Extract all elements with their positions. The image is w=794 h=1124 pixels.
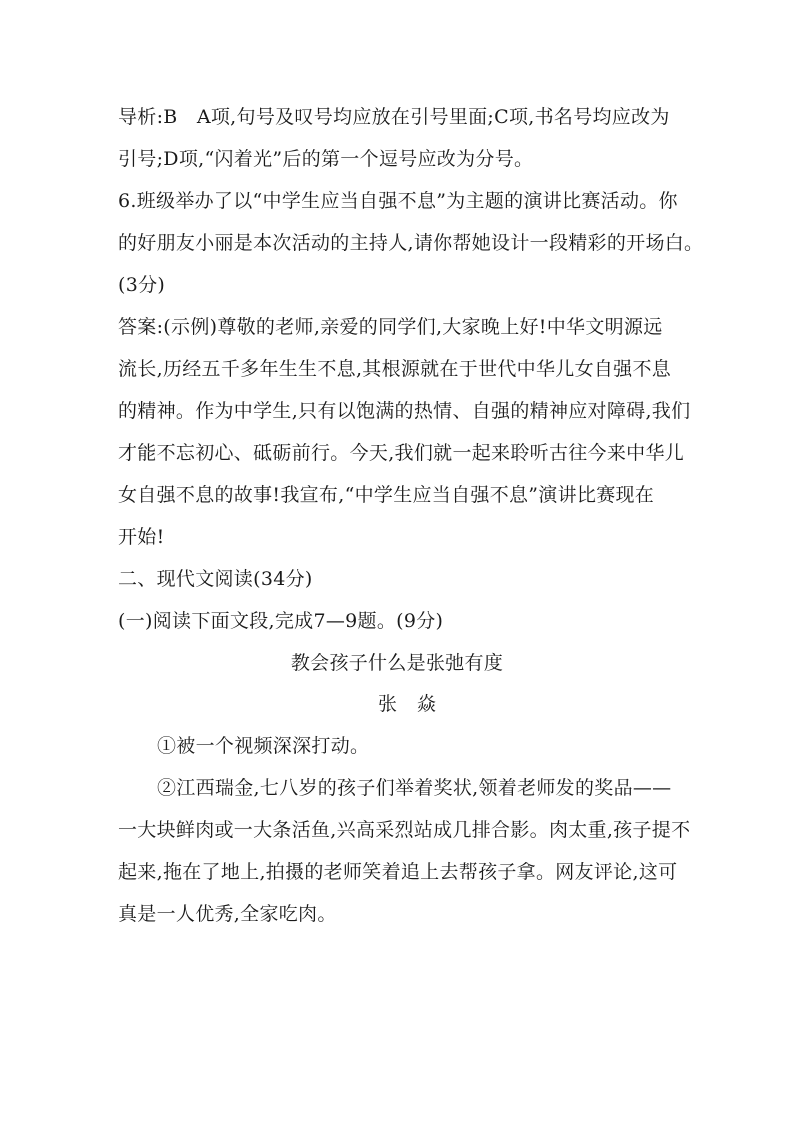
paragraph-2-line-4: 真是一人优秀,全家吃肉。 <box>118 903 337 925</box>
answer-line-1: 答案:(示例)尊敬的老师,亲爱的同学们,大家晚上好!中华文明源远 <box>118 316 663 338</box>
analysis-line-1: 导析:B A项,句号及叹号均应放在引号里面;C项,书名号均应改为 <box>118 106 670 128</box>
answer-line-3: 的精神。作为中学生,只有以饱满的热情、自强的精神应对障碍,我们 <box>118 400 691 422</box>
article-title: 教会孩子什么是张弛有度 <box>290 652 504 674</box>
article-author: 张焱 <box>377 693 456 715</box>
analysis-line-2: 引号;D项,“闪着光”后的第一个逗号应改为分号。 <box>118 148 534 170</box>
section-heading: 二、现代文阅读(34分) <box>118 568 313 590</box>
answer-line-5: 女自强不息的故事!我宣布,“中学生应当自强不息”演讲比赛现在 <box>118 484 655 506</box>
paragraph-2-line-3: 起来,拖在了地上,拍摄的老师笑着追上去帮孩子拿。网友评论,这可 <box>118 861 678 883</box>
question-6-line-2: 的好朋友小丽是本次活动的主持人,请你帮她设计一段精彩的开场白。 <box>118 232 704 254</box>
paragraph-2-line-2: 一大块鲜肉或一大条活鱼,兴高采烈站成几排合影。肉太重,孩子提不 <box>118 819 691 841</box>
subsection-heading: (一)阅读下面文段,完成7—9题。(9分) <box>118 610 444 632</box>
question-6-line-1: 6.班级举办了以“中学生应当自强不息”为主题的演讲比赛活动。你 <box>118 190 678 212</box>
answer-line-2: 流长,历经五千多年生生不息,其根源就在于世代中华儿女自强不息 <box>118 358 672 380</box>
paragraph-1: ①被一个视频深深打动。 <box>157 735 370 757</box>
answer-line-6: 开始! <box>118 526 165 548</box>
question-6-score: (3分) <box>118 274 166 296</box>
paragraph-2-line-1: ②江西瑞金,七八岁的孩子们举着奖状,领着老师发的奖品—— <box>157 777 672 799</box>
answer-line-4: 才能不忘初心、砥砺前行。今天,我们就一起来聆听古往今来中华儿 <box>118 442 685 464</box>
